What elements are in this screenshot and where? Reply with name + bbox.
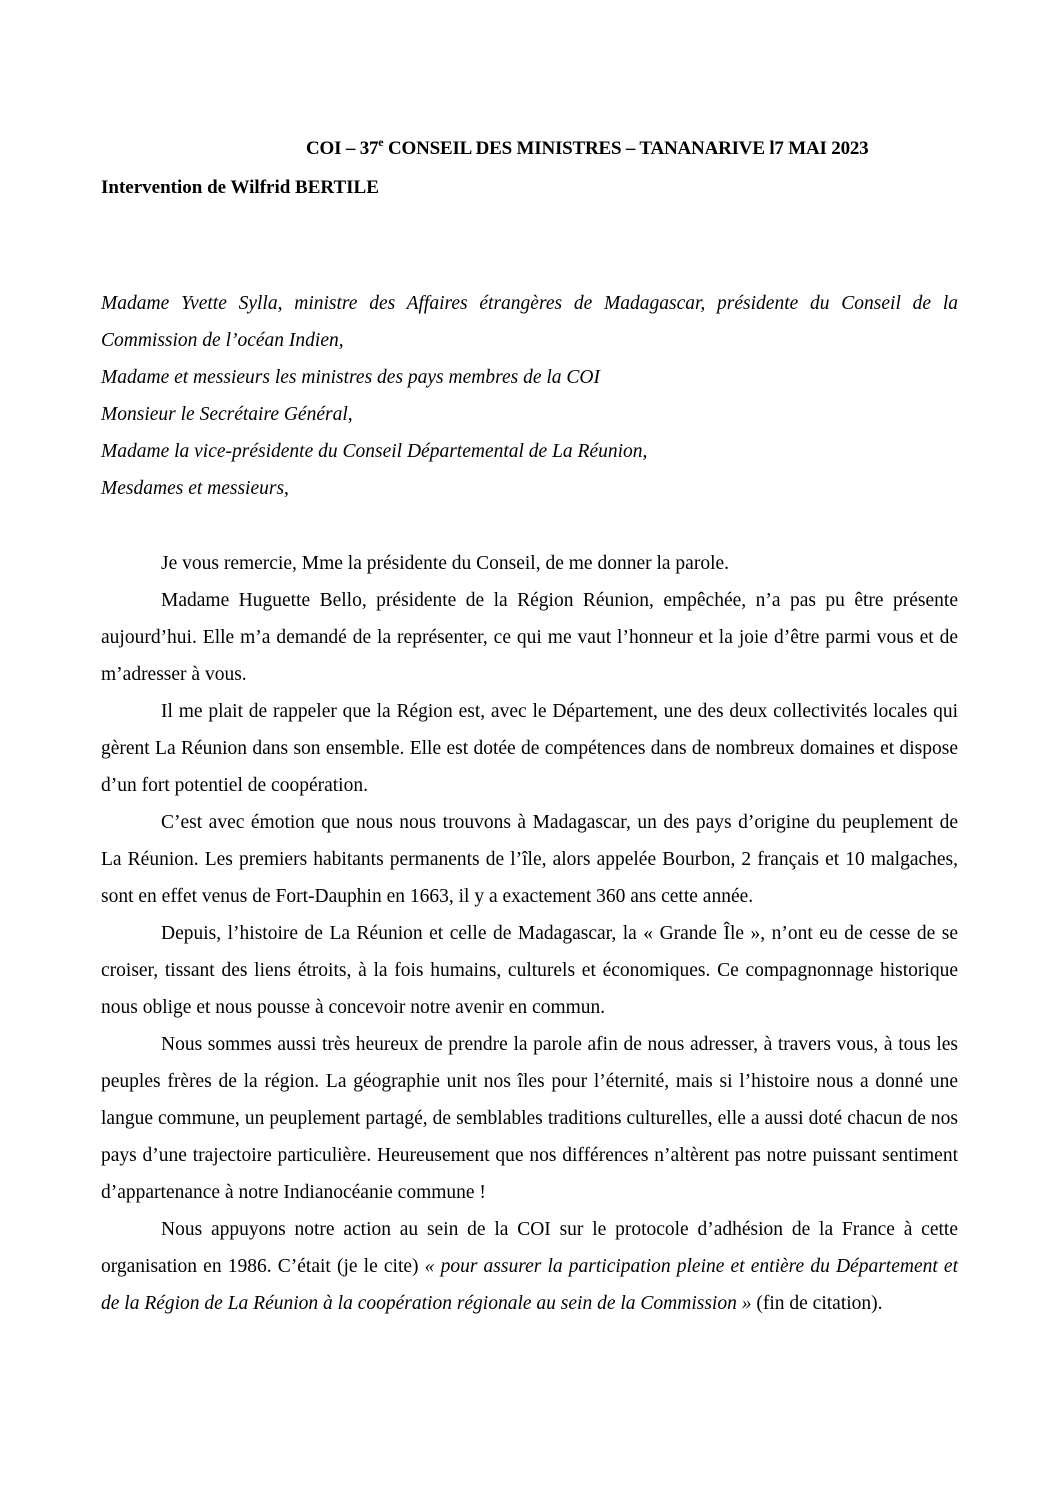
speech-body <box>101 545 958 1322</box>
salutation-line: Madame Yvette Sylla, ministre des Affaires étrangères de Madagascar, présidente du Conseil de la Commission de l’océan Indien, <box>101 293 958 351</box>
paragraph-tail: (fin de citation). <box>751 1293 883 1314</box>
paragraph-with-quote <box>101 1211 958 1322</box>
paragraph: Je vous remercie, Mme la présidente du Conseil, de me donner la parole. <box>161 553 730 574</box>
salutation-line: Mesdames et messieurs, <box>101 478 289 499</box>
document-subtitle: Intervention de Wilfrid BERTILE <box>101 177 379 198</box>
title-text-part2: CONSEIL DES MINISTRES – TANANARIVE l7 MAI 2023 <box>383 138 869 159</box>
title-text-part1: COI – 37 <box>306 138 379 159</box>
salutation-line: Monsieur le Secrétaire Général, <box>101 404 353 425</box>
paragraph: Depuis, l’histoire de La Réunion et celle de Madagascar, la « Grande Île », n’ont eu de cesse de se croiser, tissant des liens étroits, à la fois humains, culturels et économiques. Ce compagnonnage historique nous oblige et nous pousse à concevoir notre avenir en commun. <box>101 923 958 1018</box>
salutation-line: Madame la vice-présidente du Conseil Départemental de La Réunion, <box>101 441 648 462</box>
paragraph: Il me plait de rappeler que la Région est, avec le Département, une des deux collectivités locales qui gèrent La Réunion dans son ensemble. Elle est dotée de compétences dans de nombreux domaines et dispose d’un fort potentiel de coopération. <box>101 701 958 796</box>
salutations-block <box>101 285 958 507</box>
title-ordinal-superscript: e <box>378 134 384 149</box>
document-title <box>306 134 869 160</box>
salutation-line: Madame et messieurs les ministres des pays membres de la COI <box>101 367 600 388</box>
quoted-protocol-text: « pour assurer la participation pleine et entière du Département et de la Région de La Réunion à la coopération régionale au sein de la Commission » <box>101 1256 958 1314</box>
paragraph: Nous sommes aussi très heureux de prendre la parole afin de nous adresser, à travers vous, à tous les peuples frères de la région. La géographie unit nos îles pour l’éternité, mais si l’histoire nous a donné une langue commune, un peuplement partagé, de semblables traditions culturelles, elle a aussi doté chacun de nos pays d’une trajectoire particulière. Heureusement que nos différences n’altèrent pas notre puissant sentiment d’appartenance à notre Indianocéanie commune ! <box>101 1034 958 1203</box>
paragraph-lead: Nous appuyons notre action au sein de la COI sur le protocole d’adhésion de la France à cette organisation en 1986. C’était (je le cite) <box>101 1219 958 1277</box>
paragraph: Madame Huguette Bello, présidente de la Région Réunion, empêchée, n’a pas pu être présente aujourd’hui. Elle m’a demandé de la représenter, ce qui me vaut l’honneur et la joie d’être parmi vous et de m’adresser à vous. <box>101 590 958 685</box>
paragraph: C’est avec émotion que nous nous trouvons à Madagascar, un des pays d’origine du peuplement de La Réunion. Les premiers habitants permanents de l’île, alors appelée Bourbon, 2 français et 10 malgaches, sont en effet venus de Fort-Dauphin en 1663, il y a exactement 360 ans cette année. <box>101 812 958 907</box>
